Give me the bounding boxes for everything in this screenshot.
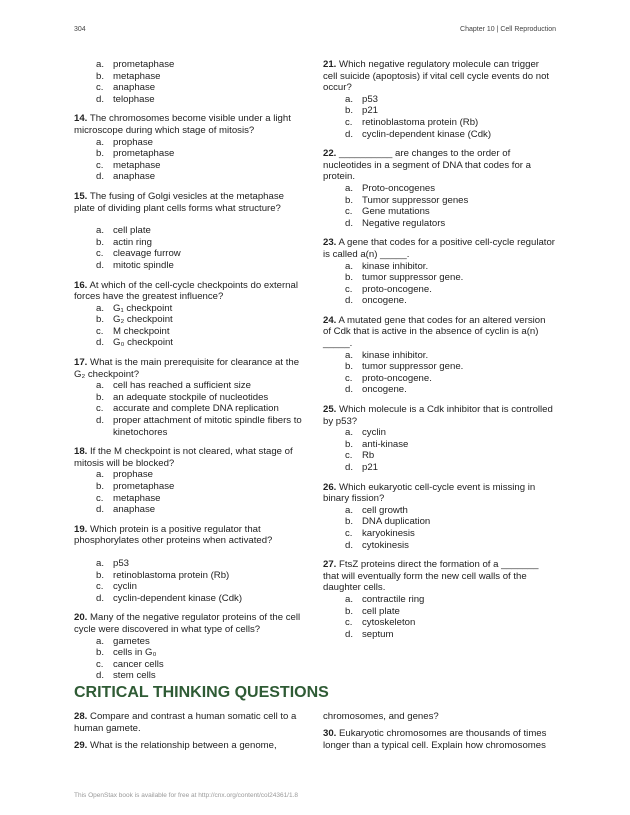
option: c. cleavage furrow [96,248,181,260]
question-15 [74,191,306,272]
option: c. metaphase [96,492,161,504]
question-stem: 24. A mutated gene that codes for an altered version of Cdk that is active in the absence of cyclin is a(n) _____. [323,314,546,350]
question-23 [323,237,555,307]
option: b. prometaphase [96,481,175,492]
chapter-header: Chapter 10 | Cell Reproduction [460,26,556,33]
question-stem: 16. At which of the cell-cycle checkpoints do external forces have the greatest influence? [74,279,298,303]
option: d. stem cells [96,670,156,682]
option: a. G₁ checkpoint [96,302,173,314]
option: d. cyclin-dependent kinase (Cdk) [96,592,243,604]
option: b. metaphase [96,70,161,82]
option: d. oncogene. [345,384,407,396]
question-21 [323,59,555,140]
option: d. Negative regulators [345,217,446,229]
question-stem: 26. Which eukaryotic cell-cycle event is missing in binary fission? [323,481,536,505]
option: b. p21 [345,105,379,117]
option: a. cell has reached a sufficient size [96,380,251,392]
question-27 [323,559,555,640]
option: a. contractile ring [345,593,425,605]
option: a. prophase [96,469,154,481]
question-stem: 15. The fusing of Golgi vesicles at the metaphase plate of dividing plant cells forms what structure? [74,190,284,214]
option: a. cell growth [345,504,408,516]
option: c. proto-oncogene. [345,283,432,295]
option: b. tumor suppressor gene. [345,361,464,373]
option: c. cyclin [96,581,137,593]
option: d. mitotic spindle [96,259,174,271]
option: c. accurate and complete DNA replication [96,403,279,415]
option: c. retinoblastoma protein (Rb) [345,116,479,128]
question-25 [323,404,555,474]
left-column [74,59,306,690]
option: c. cytoskeleton [345,617,416,629]
option: d. oncogene. [345,295,407,307]
option: b. cells in G₀ [96,647,157,659]
question-14 [74,113,306,183]
question-30: 30. Eukaryotic chromosomes are thousands of times longer than a typical cell. Explain how chromosomes [323,728,547,751]
question-24 [323,315,555,396]
option: b. an adequate stockpile of nucleotides [96,391,269,403]
question-29: 29. What is the relationship between a genome, [74,740,277,751]
question-28: 28. Compare and contrast a human somatic cell to a human gamete. [74,711,297,734]
page-number: 304 [74,26,86,33]
question-stem: 14. The chromosomes become visible under a light microscope during which stage of mitosis? [74,113,291,136]
option: c. karyokinesis [345,527,415,539]
right-column [323,59,555,648]
option: b. tumor suppressor gene. [345,272,464,284]
option: b. anti-kinase [345,438,409,450]
option: b. G₂ checkpoint [96,314,173,326]
option: d. telophase [96,93,155,105]
question-19 [74,524,306,605]
option: c. M checkpoint [96,325,170,337]
option: b. actin ring [96,236,152,248]
section-title: CRITICAL THINKING QUESTIONS [74,684,329,701]
option: c. proto-oncogene. [345,372,432,384]
question-stem: 19. Which protein is a positive regulator that phosphorylates other proteins when activated? [74,523,273,547]
question-stem: 23. A gene that codes for a positive cell-cycle regulator is called a(n) _____. [323,237,555,260]
footer-note: This OpenStax book is available for free at http://cnx.org/content/col24361/1.8 [74,792,299,799]
option: a. kinase inhibitor. [345,349,429,361]
option: b. cell plate [345,605,400,617]
option: c. Gene mutations [345,206,430,218]
question-20 [74,612,306,682]
question-16 [74,280,306,350]
option: a. cyclin [345,427,386,439]
option: d. p21 [345,462,379,473]
question-29-continued: chromosomes, and genes? [323,711,439,722]
option: b. retinoblastoma protein (Rb) [96,569,230,581]
option: a. cell plate [96,225,151,237]
option: d. septum [345,628,394,640]
question-stem: 17. What is the main prerequisite for clearance at the G₂ checkpoint? [74,357,300,380]
option: a. p53 [96,557,130,569]
option: a. Proto-oncogenes [345,182,436,194]
option: a. prometaphase [96,59,175,70]
option: c. Rb [345,450,375,462]
option: d. cytokinesis [345,539,409,551]
question-26 [323,482,555,552]
question-stem: 18. If the M checkpoint is not cleared, what stage of mitosis will be blocked? [74,446,293,469]
option: a. kinase inhibitor. [345,260,429,272]
option: d. anaphase [96,171,156,183]
option: a. p53 [345,93,379,105]
question-13-continued [74,59,306,105]
option: d. cyclin-dependent kinase (Cdk) [345,128,492,140]
question-stem: 27. FtsZ proteins direct the formation of a _______ that will eventually form the new cell walls of the daughter cells. [323,559,539,594]
option: c. metaphase [96,159,161,171]
question-stem: 20. Many of the negative regulator proteins of the cell cycle were discovered in what type of cells? [74,612,301,635]
question-18 [74,446,306,516]
option: d. anaphase [96,504,156,516]
question-17 [74,357,306,438]
option: d. proper attachment of mitotic spindle fibers to kinetochores [96,415,302,438]
option: c. cancer cells [96,658,164,670]
option: b. prometaphase [96,148,175,160]
option: b. Tumor suppressor genes [345,194,469,206]
option: a. gametes [96,635,150,647]
question-22 [323,148,555,229]
option: c. anaphase [96,82,156,94]
option: b. DNA duplication [345,516,431,528]
question-stem: 21. Which negative regulatory molecule can trigger cell suicide (apoptosis) if vital cell cycle events do not occur? [323,59,550,94]
option: d. G₀ checkpoint [96,337,173,349]
option: a. prophase [96,136,154,148]
question-stem: 25. Which molecule is a Cdk inhibitor that is controlled by p53? [323,404,553,427]
question-stem: 22. __________ are changes to the order of nucleotides in a segment of DNA that codes for a protein. [323,148,531,183]
